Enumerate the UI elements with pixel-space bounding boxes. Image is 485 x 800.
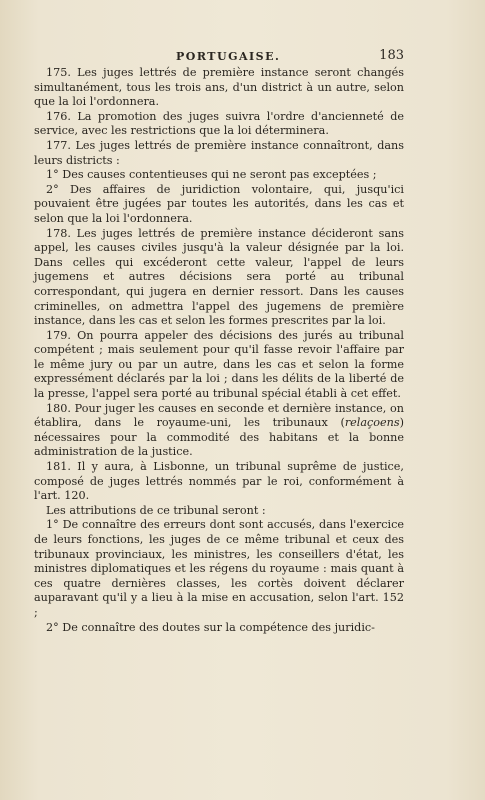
article-181: 181. Il y aura, à Lisbonne, un tribunal suprême de justice, composé de juges lettrés nommés par le roi, conformément à l'art. 120. [34,460,404,503]
page-number: 183 [379,48,404,63]
attributions-lead: Les attributions de ce tribunal seront : [46,503,266,517]
article-180-italic-term: relaçoens [344,416,400,430]
attribution-item-1: 1° De connaître des erreurs dont sont accusés, dans l'exercice de leurs fonctions, les juges de ce même tribunal et ceux des tribunaux provinciaux, les ministres, les conseillers d'état, les ministres diplomatiques et les régens du royaume : mais quant à ces quatre dernières classes, les cortès doivent déclarer auparavant qu'il y a lieu à la mise en accusation, selon l'art. 152 ; [34,518,404,619]
page-header [34,50,404,66]
article-180-text-start: 180. Pour juger les causes en seconde et dernière instance, on établira, dans le royaume-uni, les tribunaux ( [34,401,404,430]
body-text [34,66,404,635]
article-175: 175. Les juges lettrés de première instance seront changés simultanément, tous les trois ans, d'un district à un autre, selon que la loi l'ordonnera. [34,66,404,109]
attribution-item-2: 2° De connaître des doutes sur la compétence des juridic- [46,620,375,634]
article-177-item-1: 1° Des causes contentieuses qui ne seront pas exceptées ; [46,168,377,182]
article-178: 178. Les juges lettrés de première instance décideront sans appel, les causes civiles jusqu'à la valeur désignée par la loi. Dans celles qui excéderont cette valeur, l'appel de leurs jugemens et autres décisions sera porté au tribunal correspondant, qui jugera en dernier ressort. Dans les causes criminelles, on admettra l'appel des jugemens de première instance, dans les cas et selon les formes prescrites par la loi. [34,226,404,328]
running-head: PORTUGAISE. [176,50,281,63]
article-179: 179. On pourra appeler des décisions des jurés au tribunal compétent ; mais seulement pour qu'il fasse revoir l'affaire par le même jury ou par un autre, dans les cas et selon la forme expressément déclarés par la loi ; dans les délits de la liberté de la presse, l'appel sera porté au tribunal spécial établi à cet effet. [34,328,404,401]
article-176: 176. La promotion des juges suivra l'ordre d'ancienneté de service, avec les restrictions que la loi déterminera. [34,109,404,138]
article-177: 177. Les juges lettrés de première instance connaîtront, dans leurs districts : [34,138,404,167]
article-180 [34,402,404,460]
article-180-text-end: ) nécessaires pour la commodité des habitans et la bonne administration de la justice. [34,416,404,459]
article-177-item-2: 2° Des affaires de juridiction volontaire, qui, jusqu'ici pouvaient être jugées par toutes les autorités, dans les cas et selon que la loi l'ordonnera. [34,182,404,225]
